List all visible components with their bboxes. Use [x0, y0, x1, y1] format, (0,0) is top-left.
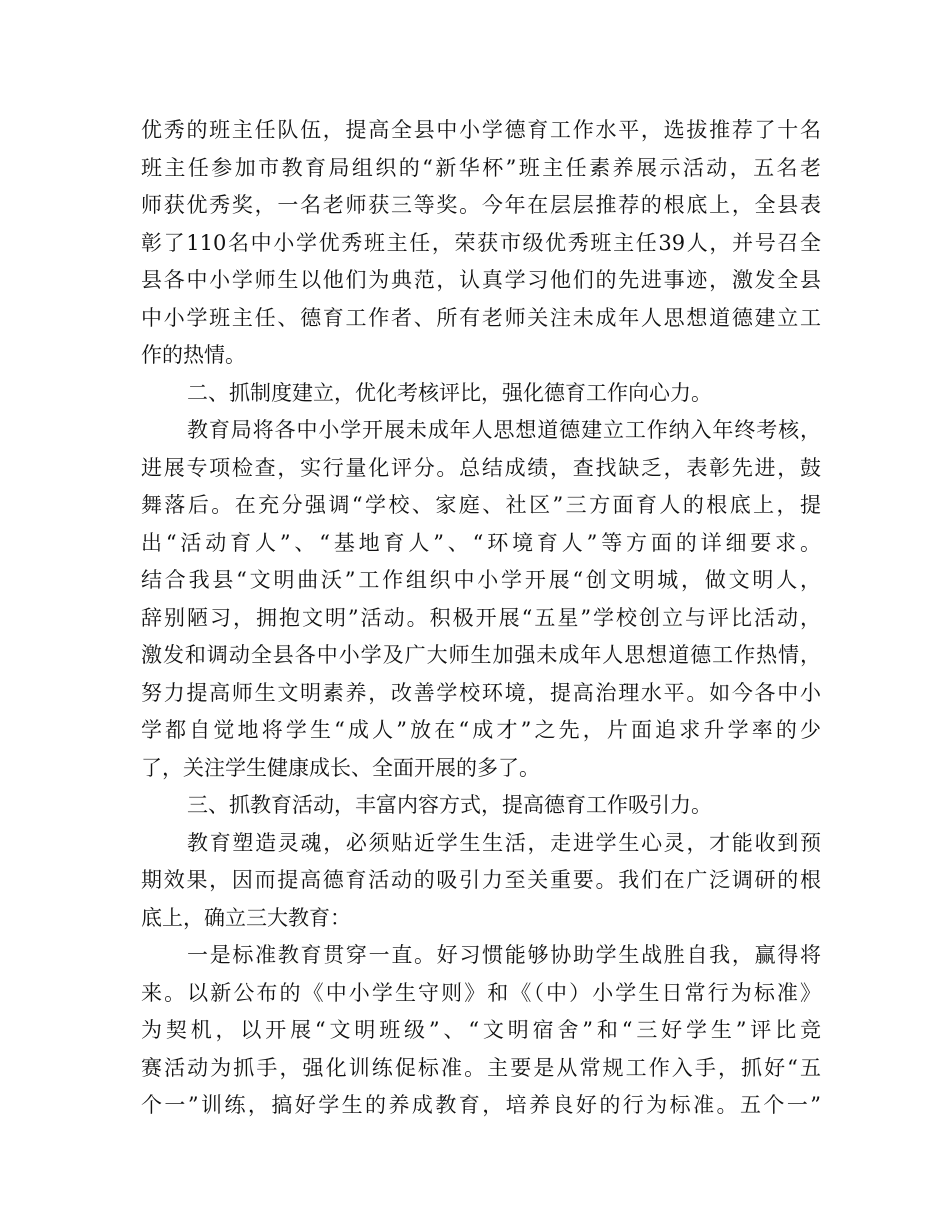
text-line: 努力提高师生文明素养，改善学校环境，提高治理水平。如今各中小 — [141, 680, 821, 705]
text-line: 教育局将各中小学开展未成年人思想道德建立工作纳入年终考核， — [187, 418, 821, 442]
text-line: 进展专项检查，实行量化评分。总结成绩，查找缺乏，表彰先进，鼓 — [141, 455, 821, 480]
text-line: 二、抓制度建立，优化考核评比，强化德育工作向心力。 — [187, 380, 712, 405]
text-line: 师获优秀奖，一名老师获三等奖。今年在层层推荐的根底上，全县表 — [141, 193, 821, 217]
text-line: 彰了110名中小学优秀班主任，荣获市级优秀班主任39人，并号召全 — [141, 230, 821, 255]
text-line: 一是标准教育贯穿一直。好习惯能够协助学生战胜自我，赢得将 — [187, 943, 821, 967]
text-line: 期效果，因而提高德育活动的吸引力至关重要。我们在广泛调研的根 — [141, 868, 821, 892]
text-line: 班主任参加市教育局组织的“新华杯”班主任素养展示活动，五名老 — [141, 155, 821, 180]
document-body — [141, 112, 821, 1125]
text-line: 为契机，以开展“文明班级”、“文明宿舍”和“三好学生”评比竞 — [141, 1018, 821, 1042]
text-line: 底上，确立三大教育： — [141, 905, 351, 930]
text-line: 出“活动育人”、“基地育人”、“环境育人”等方面的详细要求。 — [141, 530, 821, 555]
text-line: 优秀的班主任队伍，提高全县中小学德育工作水平，选拔推荐了十名 — [141, 118, 821, 142]
text-line: 作的热情。 — [141, 343, 246, 367]
text-line: 结合我县“文明曲沃”工作组织中小学开展“创文明城，做文明人， — [141, 568, 821, 592]
text-line: 舞落后。在充分强调“学校、家庭、社区”三方面育人的根底上，提 — [141, 493, 821, 517]
text-line: 激发和调动全县各中小学及广大师生加强未成年人思想道德工作热情， — [141, 643, 821, 667]
text-line: 学都自觉地将学生“成人”放在“成才”之先，片面追求升学率的少 — [141, 718, 821, 742]
text-line: 中小学班主任、德育工作者、所有老师关注未成年人思想道德建立工 — [141, 305, 821, 330]
text-line: 教育塑造灵魂，必须贴近学生生活，走进学生心灵，才能收到预 — [187, 830, 821, 855]
text-line: 赛活动为抓手，强化训练促标准。主要是从常规工作入手，抓好“五 — [141, 1055, 821, 1080]
text-line: 三、抓教育活动，丰富内容方式，提高德育工作吸引力。 — [187, 793, 712, 817]
text-line: 来。以新公布的《中小学生守则》和《（中）小学生日常行为标准》 — [141, 980, 821, 1005]
text-line: 了，关注学生健康成长、全面开展的多了。 — [141, 755, 540, 780]
text-line: 个一”训练，搞好学生的养成教育，培养良好的行为标准。五个一” — [141, 1093, 821, 1117]
text-line: 辞别陋习，拥抱文明”活动。积极开展“五星”学校创立与评比活动， — [141, 605, 821, 630]
text-line: 县各中小学师生以他们为典范，认真学习他们的先进事迹，激发全县 — [141, 268, 821, 292]
